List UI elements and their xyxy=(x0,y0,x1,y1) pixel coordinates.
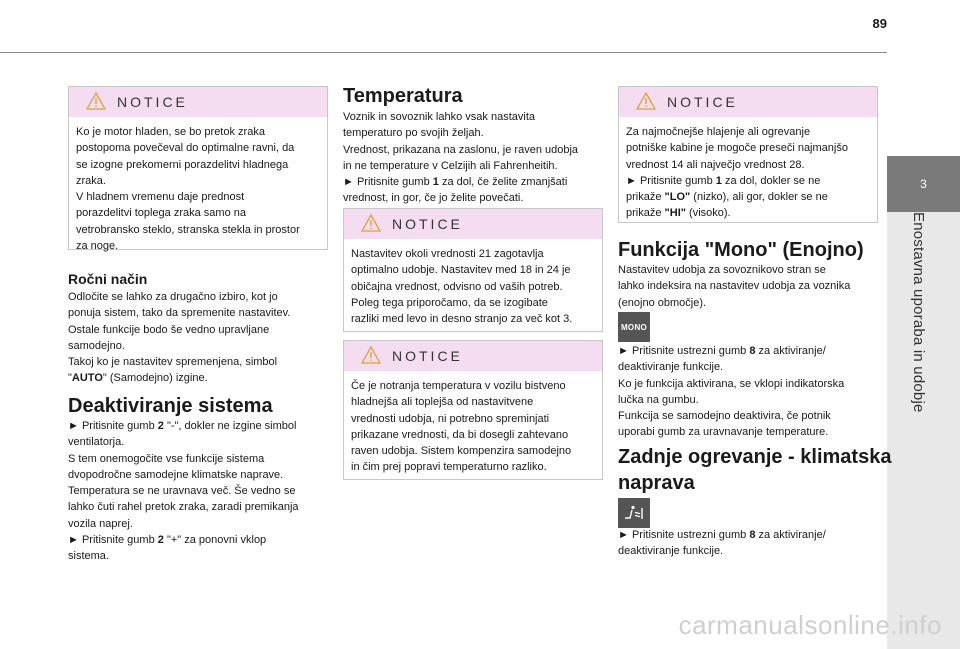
notice-header xyxy=(344,341,602,371)
warning-triangle-icon xyxy=(361,346,381,364)
text-line: deaktiviranje funkcije. xyxy=(618,545,724,558)
text-line: dvopodročne samodejne klimatske naprave. xyxy=(68,468,284,481)
notice-line: prikaže "HI" (visoko). xyxy=(626,207,731,220)
text-line: Vrednost, prikazana na zaslonu, je raven udobja xyxy=(343,143,579,156)
notice-title: NOTICE xyxy=(392,348,463,364)
text-line: vozila naprej. xyxy=(68,517,133,530)
notice-line: postopoma povečeval do optimalne ravni, da xyxy=(76,142,295,155)
text-line: ► Pritisnite gumb 2 "-", dokler ne izgine simbol xyxy=(68,420,297,432)
notice-text xyxy=(619,117,877,228)
notice-line: in čim prej popravi temperaturno razliko. xyxy=(351,461,547,474)
notice-box-compensation xyxy=(343,340,603,480)
notice-box-optimal xyxy=(343,208,603,332)
text-line: ponuja sistem, tako da spremenite nastavitev. xyxy=(68,307,291,320)
top-rule xyxy=(0,52,887,53)
notice-line: Za najmočnejše hlajenje ali ogrevanje xyxy=(626,126,811,138)
notice-line: optimalno udobje. Nastavitev med 18 in 24 je xyxy=(351,264,571,277)
heading-deaktiviranje: Deaktiviranje sistema xyxy=(68,395,273,417)
text-line: ► Pritisnite ustrezni gumb 8 za aktiviranje/ xyxy=(618,345,826,357)
text-line: temperaturo po svojih željah. xyxy=(343,127,484,140)
notice-title: NOTICE xyxy=(667,94,738,110)
mono-intro-text xyxy=(618,262,850,311)
notice-line: potniške kabine je mogoče preseči najmanjšo xyxy=(626,142,848,155)
page-number: 89 xyxy=(872,16,887,31)
text-line: Voznik in sovoznik lahko vsak nastavita xyxy=(343,111,535,123)
text-line: Takoj ko je nastavitev spremenjena, simbol xyxy=(68,356,278,369)
notice-title: NOTICE xyxy=(117,94,188,110)
text-line: Funkcija se samodejno deaktivira, če potnik xyxy=(618,410,831,423)
temperatura-text xyxy=(343,109,578,207)
text-line: S tem onemogočite vse funkcije sistema xyxy=(68,452,265,465)
text-line: samodejno. xyxy=(68,339,125,352)
text-line-auto: "AUTO" (Samodejno) izgine. xyxy=(68,372,208,385)
notice-line: raven udobja. Sistem kompenzira samodejno xyxy=(351,445,572,458)
heading-zadnje-ogrevanje xyxy=(618,444,891,496)
notice-header xyxy=(69,87,327,117)
notice-line: hladnejša ali toplejša od nastavitvene xyxy=(351,396,534,409)
notice-line: porazdelitvi toplega zraka samo na xyxy=(76,207,246,220)
text-line: Ostale funkcije bodo še vedno upravljane xyxy=(68,323,270,336)
text-line: uporabi gumb za uravnavanje temperature. xyxy=(618,426,829,439)
heading-line: naprava xyxy=(618,472,695,494)
notice-line: za noge. xyxy=(76,240,119,253)
notice-header xyxy=(344,209,602,239)
notice-line: Ko je motor hladen, se bo pretok zraka xyxy=(76,126,265,138)
rear-climate-icon xyxy=(618,498,650,528)
notice-line: običajna vrednost, odvisno od vaših potreb. xyxy=(351,280,563,293)
mono-action-text xyxy=(618,343,844,441)
heading-temperatura: Temperatura xyxy=(343,85,463,107)
notice-line: se izogne prekomerni porazdelitvi hladnega xyxy=(76,158,289,171)
mono-button-icon xyxy=(618,312,650,342)
deaktiviranje-text xyxy=(68,418,299,565)
text-line: Nastavitev udobja za sovoznikovo stran se xyxy=(618,264,826,276)
chapter-label: Enostavna uporaba in udobje xyxy=(910,212,927,413)
notice-text xyxy=(344,371,602,482)
notice-text xyxy=(344,239,602,333)
zadnje-action-text xyxy=(618,527,826,560)
notice-title: NOTICE xyxy=(392,216,463,232)
text-line: ► Pritisnite gumb 1 za dol, če želite zmanjšati xyxy=(343,176,568,189)
rocni-nacin-text xyxy=(68,289,290,387)
warning-triangle-icon xyxy=(636,92,656,110)
text-line: Odločite se lahko za drugačno izbiro, kot jo xyxy=(68,291,278,303)
text-line: Ko je funkcija aktivirana, se vklopi indikatorska xyxy=(618,377,845,390)
notice-line: prikaže "LO" (nizko), ali gor, dokler se ne xyxy=(626,191,828,204)
notice-text xyxy=(69,117,327,260)
notice-line: Če je notranja temperatura v vozilu bistveno xyxy=(351,380,566,392)
notice-line: V hladnem vremenu daje prednost xyxy=(76,191,245,204)
heading-line: Zadnje ogrevanje - klimatska xyxy=(618,446,892,468)
watermark: carmanualsonline.info xyxy=(678,610,942,640)
mono-icon-label: MONO xyxy=(620,322,648,332)
text-line: Temperatura se ne uravnava več. Še vedno se xyxy=(68,485,296,498)
notice-line: vrednost 14 ali največjo vrednost 28. xyxy=(626,158,805,171)
notice-line: Poleg tega priporočamo, da se izogibate xyxy=(351,296,548,309)
text-line: (enojno območje). xyxy=(618,296,707,309)
notice-line: zraka. xyxy=(76,174,106,187)
rear-seat-airflow-icon xyxy=(622,504,646,522)
heading-mono: Funkcija "Mono" (Enojno) xyxy=(618,239,864,261)
text-line: ventilatorja. xyxy=(68,436,125,449)
notice-line: razliki med levo in desno stranjo za več kot 3. xyxy=(351,313,573,326)
text-line: deaktiviranje funkcije. xyxy=(618,361,724,374)
text-line: in ne temperature v Celzijih ali Fahrenheitih. xyxy=(343,159,558,172)
chapter-tab[interactable]: 3 xyxy=(887,156,960,212)
notice-header xyxy=(619,87,877,117)
notice-box-lo-hi xyxy=(618,86,878,223)
text-line: vrednost, in gor, če jo želite povečati. xyxy=(343,192,524,205)
notice-line: prikazane vrednosti, da bi dosegli zahtevano xyxy=(351,428,569,441)
notice-line: vetrobransko steklo, stranska stekla in prostor xyxy=(76,223,300,236)
notice-line: vrednosti udobja, ni potrebno spreminjati xyxy=(351,412,550,425)
text-line: ► Pritisnite gumb 2 "+" za ponovni vklop xyxy=(68,534,267,547)
notice-line: ► Pritisnite gumb 1 za dol, dokler se ne xyxy=(626,174,821,187)
warning-triangle-icon xyxy=(361,214,381,232)
notice-box-cold-engine xyxy=(68,86,328,253)
notice-line: Nastavitev okoli vrednosti 21 zagotavlja xyxy=(351,248,544,260)
heading-rocni-nacin: Ročni način xyxy=(68,271,148,287)
text-line: lahko indeksira na nastavitev udobja za voznika xyxy=(618,280,851,293)
text-line: lahko čuti rahel pretok zraka, zaradi premikanja xyxy=(68,501,299,514)
warning-triangle-icon xyxy=(86,92,106,110)
text-line: lučka na gumbu. xyxy=(618,393,699,406)
text-line: sistema. xyxy=(68,550,109,563)
text-line: ► Pritisnite ustrezni gumb 8 za aktiviranje/ xyxy=(618,529,826,541)
